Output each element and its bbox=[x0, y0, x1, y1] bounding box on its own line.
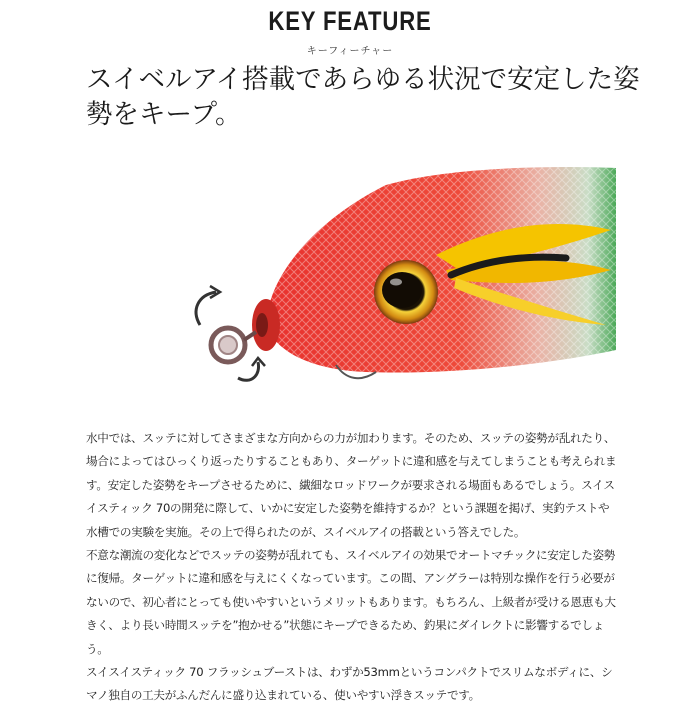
section-title: KEY FEATURE bbox=[268, 6, 432, 36]
swivel-eye-icon bbox=[211, 328, 256, 362]
body-paragraph: スイスイスティック 70 フラッシュブーストは、わずか53mmというコンパクトでスリムなボディに、シマノ独自の工夫がふんだんに盛り込まれている、使いやすい浮きスッテです。 bbox=[86, 665, 613, 703]
section-subtitle: キーフィーチャー bbox=[306, 46, 394, 57]
body-paragraph: 水中では、スッテに対してさまざまな方向からの力が加わります。そのため、スッテの姿勢が乱れたり、場合によってはひっくり返ったりすることもあり、ターゲットに違和感を与えてしまうことも考えられます。安定した姿勢をキープさせるために、繊細なロッドワークが要求される場面もあるでしょう。スイスイスティック 70の開発に際して、いかに安定した姿勢を維持するか？という課題を掲げ、実釣テストや水槽での実験を実施。その上で得られたのが、スイベルアイの搭載という答えでした。 bbox=[86, 431, 617, 539]
body-paragraph: 不意な潮流の変化などでスッテの姿勢が乱れても、スイベルアイの効果でオートマチックに安定した姿勢に復帰。ターゲットに違和感を与えにくくなっています。この間、アングラーは特別な操作を行う必要がないので、初心者にとっても使いやすいというメリットもあります。もちろん、上級者が受ける恩恵も大きく、より長い時間スッテを”抱かせる”状態にキープできるため、釣果にダイレクトに影響するでしょう。 bbox=[86, 548, 616, 656]
headline: スイベルアイ搭載であらゆる状況で安定した姿勢をキープ。 bbox=[86, 64, 640, 130]
body-copy bbox=[86, 427, 620, 708]
product-photo bbox=[186, 160, 616, 400]
lure-illustration bbox=[186, 160, 616, 400]
